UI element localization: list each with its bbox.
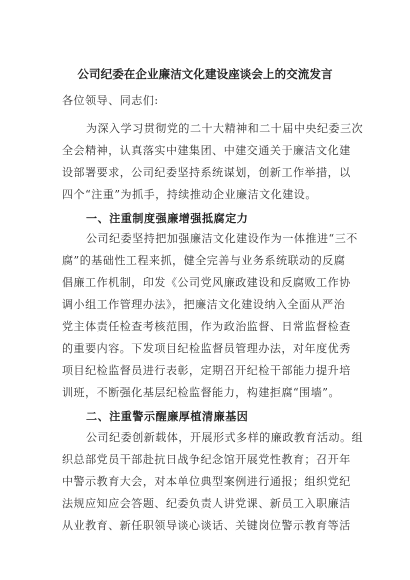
section-heading: 二、注重警示醒廉厚植清廉基因 bbox=[86, 410, 249, 423]
paragraph-line: 倡廉工作机制，印发《公司党风廉政建设和反腐败工作协 bbox=[62, 276, 351, 289]
paragraph-line: 项目纪检监督员进行表彰，定期召开纪检干部能力提升培 bbox=[62, 364, 351, 377]
paragraph-line: 腐”的基础性工程来抓，健全完善与业务系统联动的反腐 bbox=[62, 254, 346, 267]
salutation: 各位领导、同志们: bbox=[62, 94, 159, 107]
paragraph-line: 公司纪委创新载体，开展形式多样的廉政教育活动。组 bbox=[86, 431, 364, 444]
paragraph-line: 的重要内容。下发项目纪检监督员管理办法，对年度优秀 bbox=[62, 342, 351, 355]
intro-line: 设部署要求，公司纪委坚持系统谋划，创新工作举措，以 bbox=[62, 166, 351, 179]
paragraph-line: 从业教育、新任职领导谈心谈话、关键岗位警示教育等活 bbox=[62, 519, 351, 532]
document-title: 公司纪委在企业廉洁文化建设座谈会上的交流发言 bbox=[77, 67, 333, 81]
intro-line: 全会精神，认真落实中建集团、中建交通关于廉洁文化建 bbox=[62, 144, 351, 157]
intro-line: 四个“注重”为抓手，持续推动企业廉洁文化建设。 bbox=[62, 188, 317, 201]
section-heading: 一、注重制度强廉增强抵腐定力 bbox=[86, 212, 249, 225]
paragraph-line: 法规应知应会答题、纪委负责人讲党课、新员工入职廉洁 bbox=[62, 497, 351, 510]
paragraph-line: 党主体责任检查考核范围，作为政治监督、日常监督检查 bbox=[62, 320, 351, 333]
paragraph-line: 织总部党员干部赴抗日战争纪念馆开展党性教育；召开年 bbox=[62, 453, 351, 466]
paragraph-line: 中警示教育大会，对本单位典型案例进行通报；组织党纪 bbox=[62, 475, 351, 488]
paragraph-line: 训班，不断强化基层纪检监督能力，构建拒腐“围墙”。 bbox=[62, 386, 340, 399]
paragraph-line: 公司纪委坚持把加强廉洁文化建设作为一体推进“三不 bbox=[86, 232, 358, 245]
paragraph-line: 调小组工作管理办法》，把廉洁文化建设纳入全面从严治 bbox=[62, 298, 346, 311]
intro-line: 为深入学习贯彻党的二十大精神和二十届中央纪委三次 bbox=[86, 122, 364, 135]
